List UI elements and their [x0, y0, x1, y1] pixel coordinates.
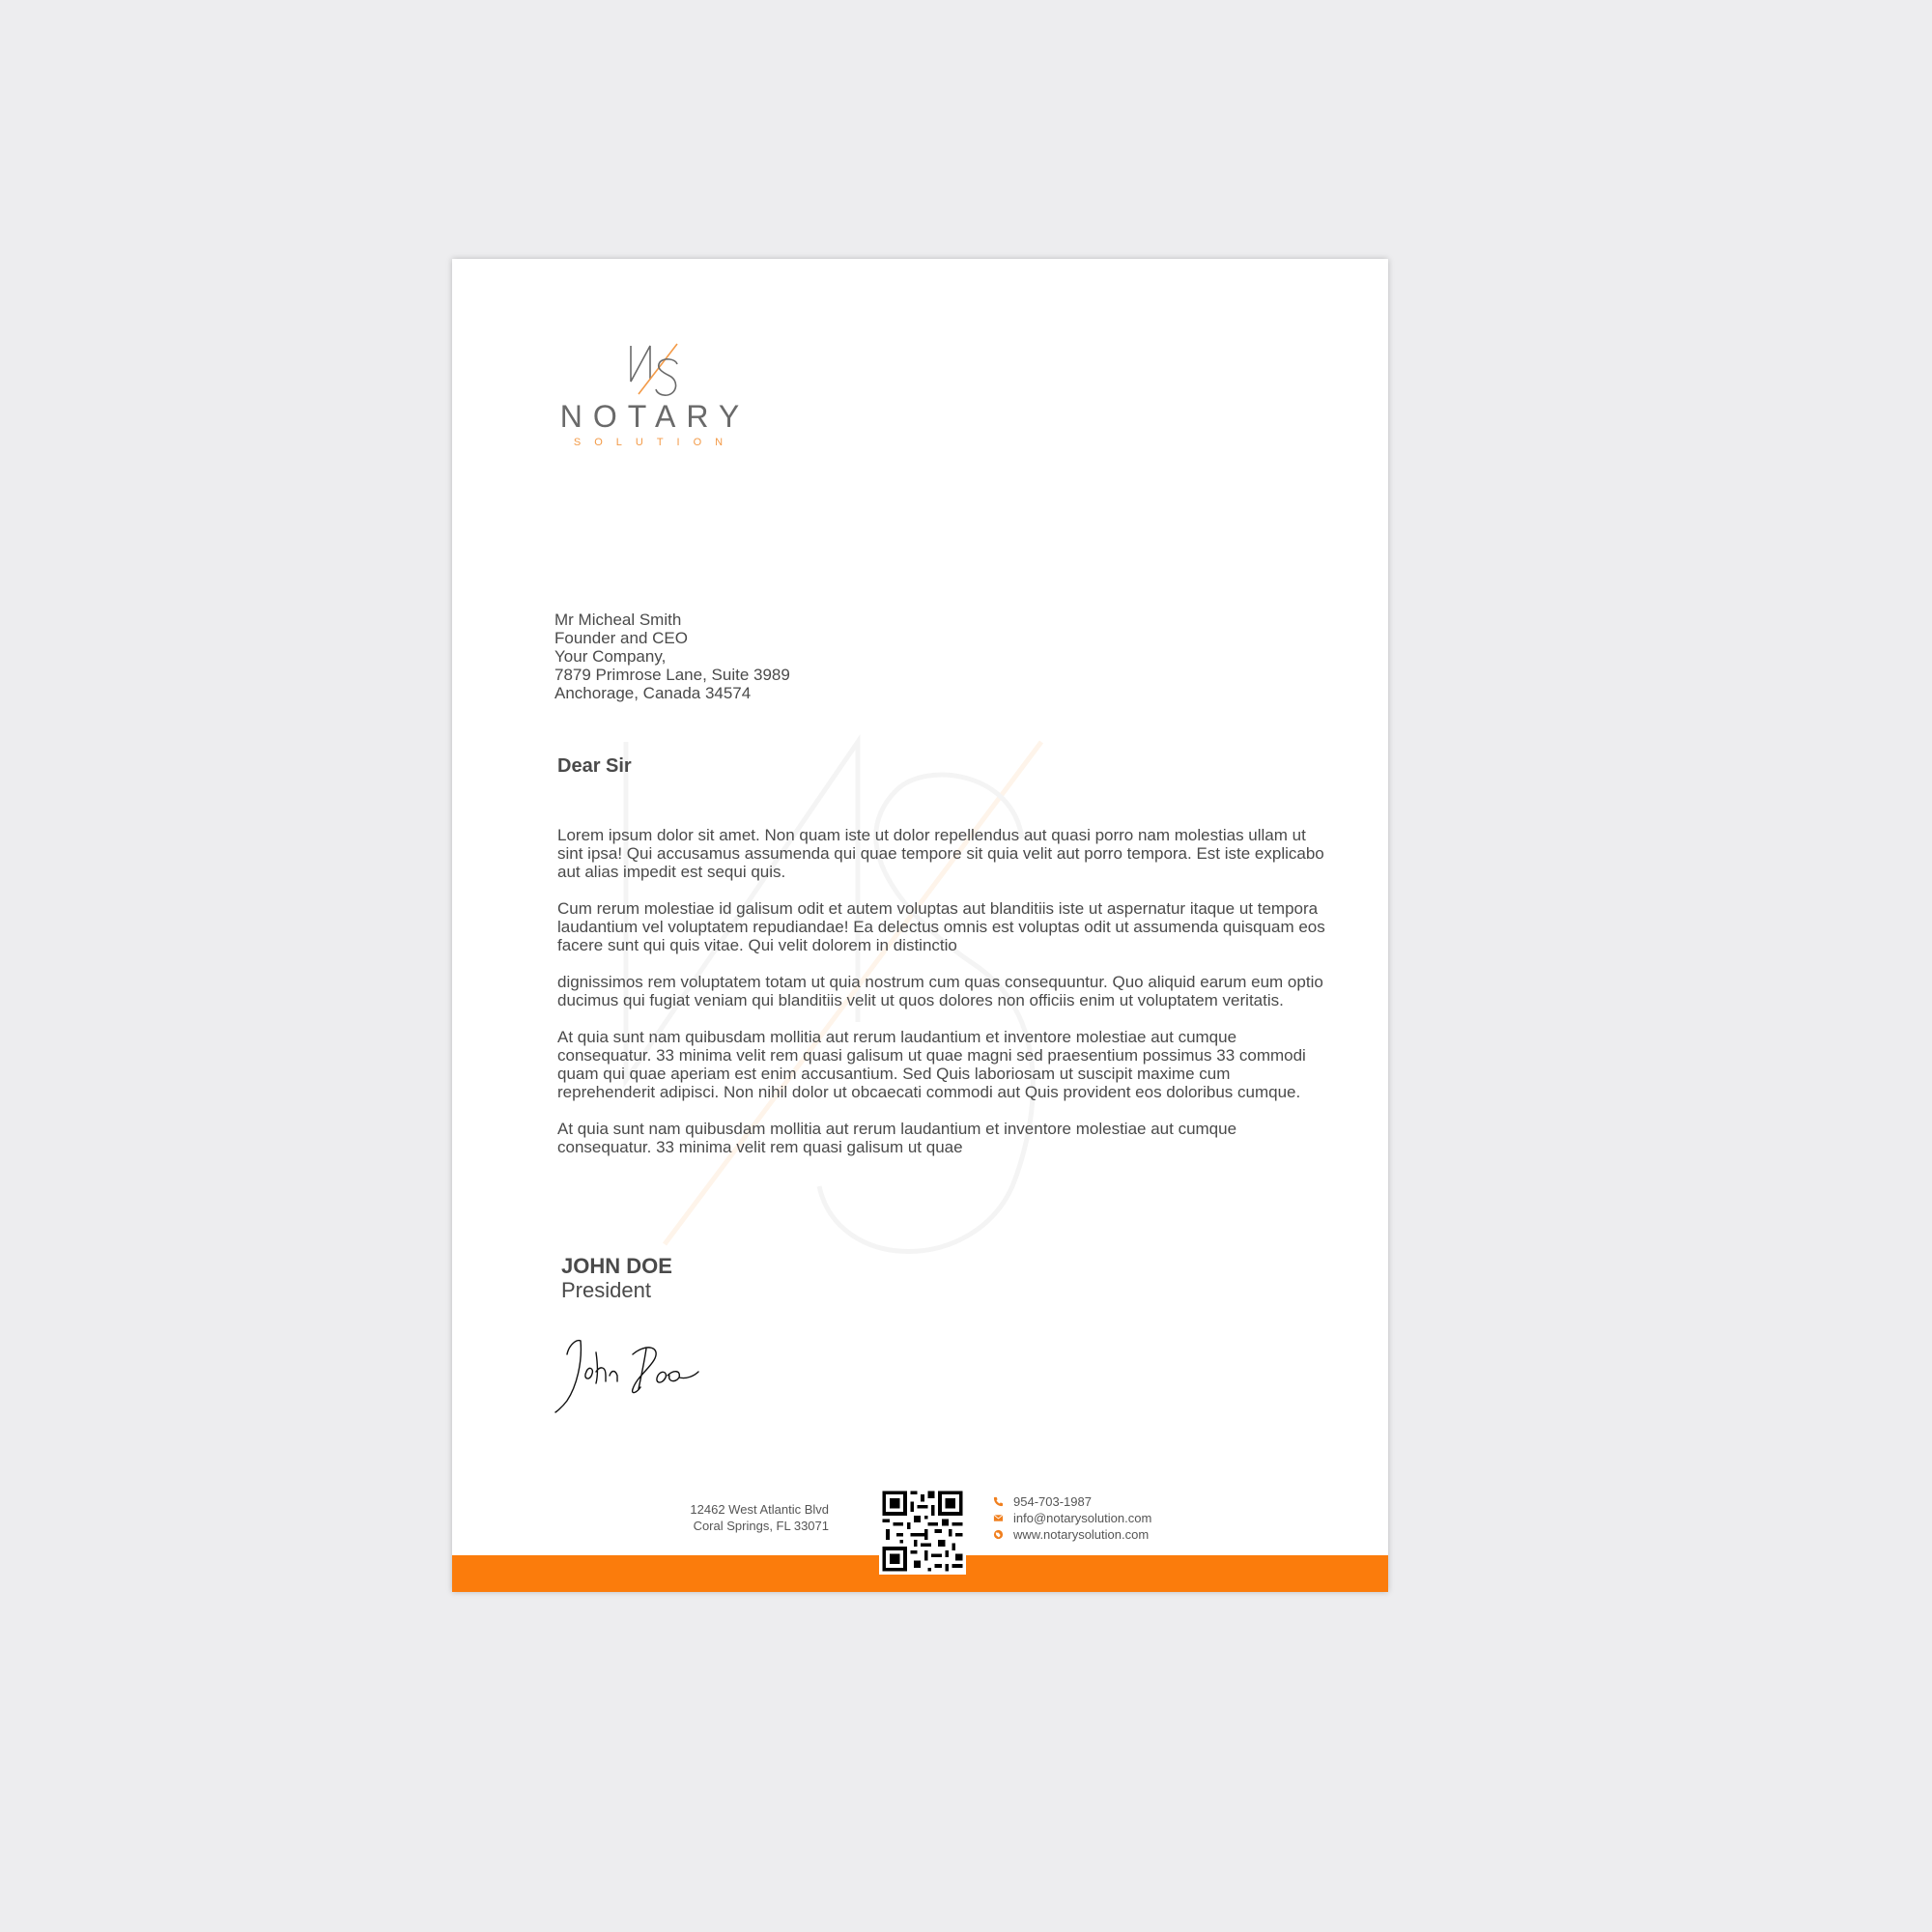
paragraph: At quia sunt nam quibusdam mollitia aut rerum laudantium et inventore molestiae aut cumque consequatur. 33 minima velit rem quasi galisum ut quae magni sed praesentium possimus 33 commodi quam qui quae aperiam est enim accusantium. Sed Quis laboriosam ut suscipit maxime cum reprehenderit adipisci. Non nihil dolor ut obcaecati commodi aut Quis provident eos doloribus cumque.: [557, 1028, 1306, 1101]
phone-row: [993, 1493, 1151, 1510]
logo-tagline: SOLUTION: [573, 437, 737, 448]
ns-monogram-icon: [621, 341, 689, 399]
logo-wordmark: NOTARY: [559, 399, 751, 434]
company-logo: [554, 341, 756, 447]
paragraph: Lorem ipsum dolor sit amet. Non quam iste ut dolor repellendus aut quasi porro nam molestias ullam ut sint ipsa! Qui accusamus assumenda qui quae tempore sit quia velit aut porro tempora. Est iste explicabo aut alias impedit est sequi quis.: [557, 826, 1324, 881]
footer-address: [674, 1501, 829, 1534]
signer-title: President: [561, 1278, 651, 1302]
qr-code: [879, 1488, 966, 1575]
phone-number[interactable]: 954-703-1987: [1013, 1494, 1092, 1509]
paragraph: At quia sunt nam quibusdam mollitia aut rerum laudantium et inventore molestiae aut cumque consequatur. 33 minima velit rem quasi galisum ut quae: [557, 1120, 1237, 1156]
recipient-title: Founder and CEO: [554, 629, 688, 647]
footer-contacts: [993, 1493, 1151, 1543]
email-row: [993, 1510, 1151, 1526]
envelope-icon: [993, 1513, 1004, 1523]
handwritten-signature: [554, 1333, 718, 1415]
recipient-address: [554, 611, 790, 702]
globe-icon: [993, 1529, 1004, 1540]
website-url[interactable]: www.notarysolution.com: [1013, 1527, 1150, 1542]
salutation: Dear Sir: [557, 755, 632, 777]
paragraph: dignissimos rem voluptatem totam ut quia nostrum cum quas consequuntur. Quo aliquid earum eum optio ducimus qui fugiat veniam qui blanditiis velit ut quos dolores non officiis enim ut voluptatem veritatis.: [557, 973, 1323, 1009]
recipient-street: 7879 Primrose Lane, Suite 3989: [554, 666, 790, 684]
signer-name: JOHN DOE: [561, 1254, 672, 1278]
website-row: [993, 1526, 1151, 1543]
email-address[interactable]: info@notarysolution.com: [1013, 1511, 1152, 1525]
recipient-name: Mr Micheal Smith: [554, 611, 682, 629]
paragraph: Cum rerum molestiae id galisum odit et autem voluptas aut blanditiis iste ut aspernatur itaque ut tempora laudantium vel voluptatem repudiandae! Ea delectus omnis est voluptas odit ut assumenda quisquam eos facere sunt qui quis vitae. Qui velit dolorem in distinctio: [557, 899, 1325, 954]
footer-street: 12462 West Atlantic Blvd: [690, 1502, 829, 1517]
recipient-company: Your Company,: [554, 647, 667, 666]
letter-body: [557, 826, 1330, 1175]
letterhead-page: [452, 259, 1388, 1592]
phone-icon: [993, 1496, 1004, 1507]
footer-city: Coral Springs, FL 33071: [693, 1519, 829, 1533]
recipient-city: Anchorage, Canada 34574: [554, 684, 752, 702]
